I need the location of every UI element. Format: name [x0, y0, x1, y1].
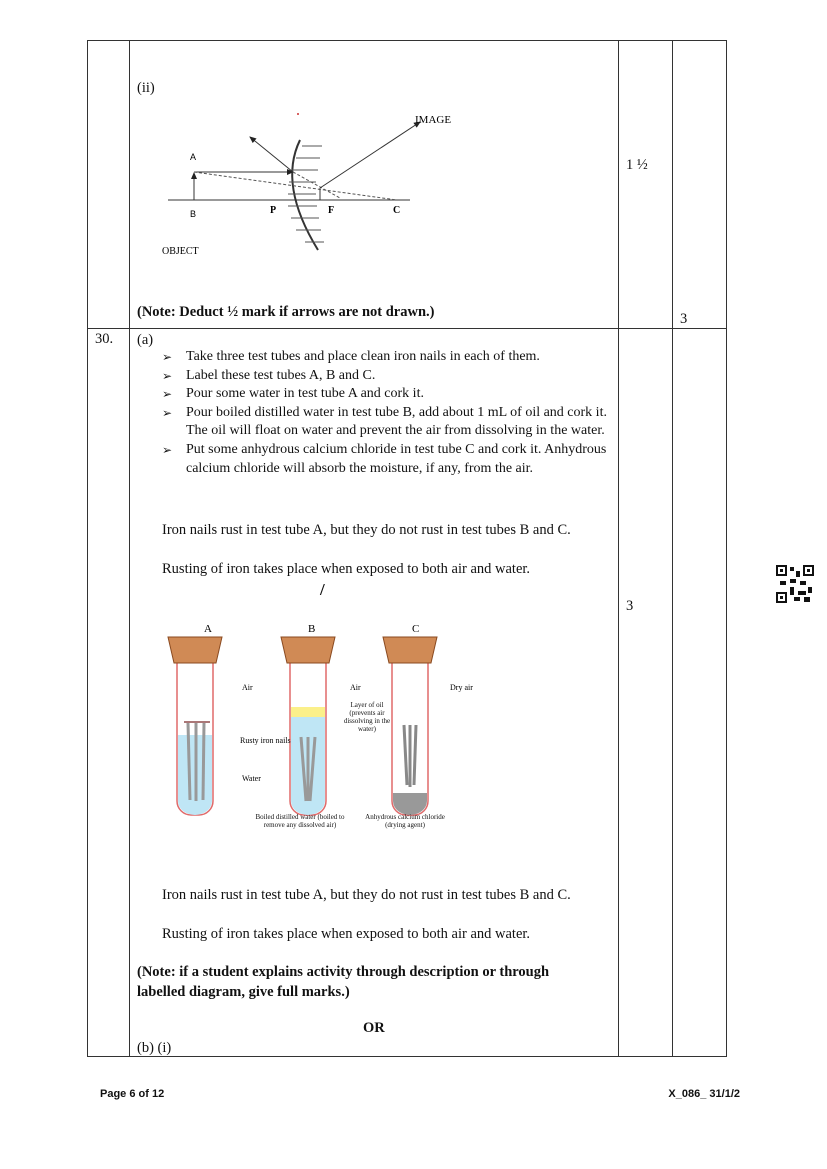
arrow-bullet-icon: ➢ — [162, 387, 173, 402]
dry-air-label: Dry air — [450, 683, 473, 692]
tube-a-label: A — [204, 623, 212, 635]
tube-b-label: B — [308, 623, 316, 635]
table-border-left — [87, 40, 88, 1057]
arrow-bullet-icon: ➢ — [162, 442, 173, 457]
rusting-test-tubes-diagram — [160, 615, 480, 850]
point-b-label: B — [190, 209, 197, 219]
list-item — [162, 404, 617, 441]
part-label: (b) (i) — [137, 1040, 172, 1056]
air-label: Air — [350, 683, 361, 692]
point-p-label: P — [270, 205, 277, 216]
water-label: Water — [242, 774, 261, 783]
or-separator: OR — [363, 1020, 385, 1036]
procedure-list — [162, 348, 617, 478]
conclusion: Rusting of iron takes place when exposed to both air and water. — [162, 561, 531, 577]
rusty-nails-label: Rusty iron nails — [240, 736, 291, 745]
bullet-text: Take three test tubes and place clean iron nails in each of them. — [186, 349, 540, 364]
total-marks: 3 — [680, 311, 688, 327]
paper-code: X_086_ 31/1/2 — [668, 1088, 740, 1100]
part-label: (a) — [137, 332, 154, 348]
table-border-bottom — [87, 1056, 727, 1057]
list-item — [162, 441, 617, 478]
object-label: OBJECT — [162, 246, 199, 257]
note: (Note: if a student explains activity through description or through labelled diagram, give full marks.) — [137, 964, 550, 1000]
point-f-label: F — [328, 205, 335, 216]
conclusion: Iron nails rust in test tube A, but they do not rust in test tubes B and C. — [162, 522, 571, 538]
question-number: 30. — [95, 331, 114, 347]
conclusion: Rusting of iron takes place when exposed to both air and water. — [162, 926, 531, 942]
arrow-bullet-icon: ➢ — [162, 350, 173, 364]
boiled-water-label: Boiled distilled water (boiled to remove any dissolved air) — [255, 813, 345, 829]
arrow-bullet-icon: ➢ — [162, 368, 173, 383]
list-item — [162, 385, 617, 404]
conclusion: Iron nails rust in test tube A, but they do not rust in test tubes B and C. — [162, 887, 571, 903]
bullet-text: Pour boiled distilled water in test tube B, add about 1 mL of oil and cork it. The oil will float on water and prevent the air from dissolving in the water. — [186, 404, 607, 439]
row-divider — [87, 328, 727, 329]
arrow-bullet-icon: ➢ — [162, 405, 173, 420]
test-tube-b — [281, 637, 335, 815]
marks: 1 ½ — [626, 157, 648, 173]
table-border-top — [87, 40, 727, 41]
point-a-label: A — [190, 152, 197, 162]
calcium-chloride-label: Anhydrous calcium chloride (drying agent) — [365, 813, 445, 829]
bullet-text: Pour some water in test tube A and cork it. — [186, 386, 424, 402]
part-label: (ii) — [137, 80, 155, 96]
tube-c-label: C — [412, 623, 420, 635]
page-number: Page 6 of 12 — [100, 1088, 165, 1100]
bullet-text: Label these test tubes A, B and C. — [186, 367, 376, 383]
image-label: IMAGE — [415, 114, 452, 126]
note: (Note: Deduct ½ mark if arrows are not drawn.) — [137, 304, 435, 320]
slash: / — [320, 580, 325, 599]
col-divider — [672, 40, 673, 1057]
test-tube-a — [168, 637, 222, 815]
qr-code-icon — [776, 565, 814, 603]
col-divider — [129, 40, 130, 1057]
point-c-label: C — [393, 205, 401, 216]
marks: 3 — [626, 598, 634, 614]
list-item — [162, 367, 617, 386]
table-border-right — [726, 40, 727, 1057]
air-label: Air — [242, 683, 253, 692]
list-item — [162, 348, 617, 367]
col-divider — [618, 40, 619, 1057]
oil-layer-label: Layer of oil (prevents air dissolving in the water) — [343, 701, 391, 733]
concave-mirror-ray-diagram — [150, 100, 480, 265]
bullet-text: Put some anhydrous calcium chloride in test tube C and cork it. Anhydrous calcium chloride will absorb the moisture, if any, from the air. — [186, 441, 607, 476]
